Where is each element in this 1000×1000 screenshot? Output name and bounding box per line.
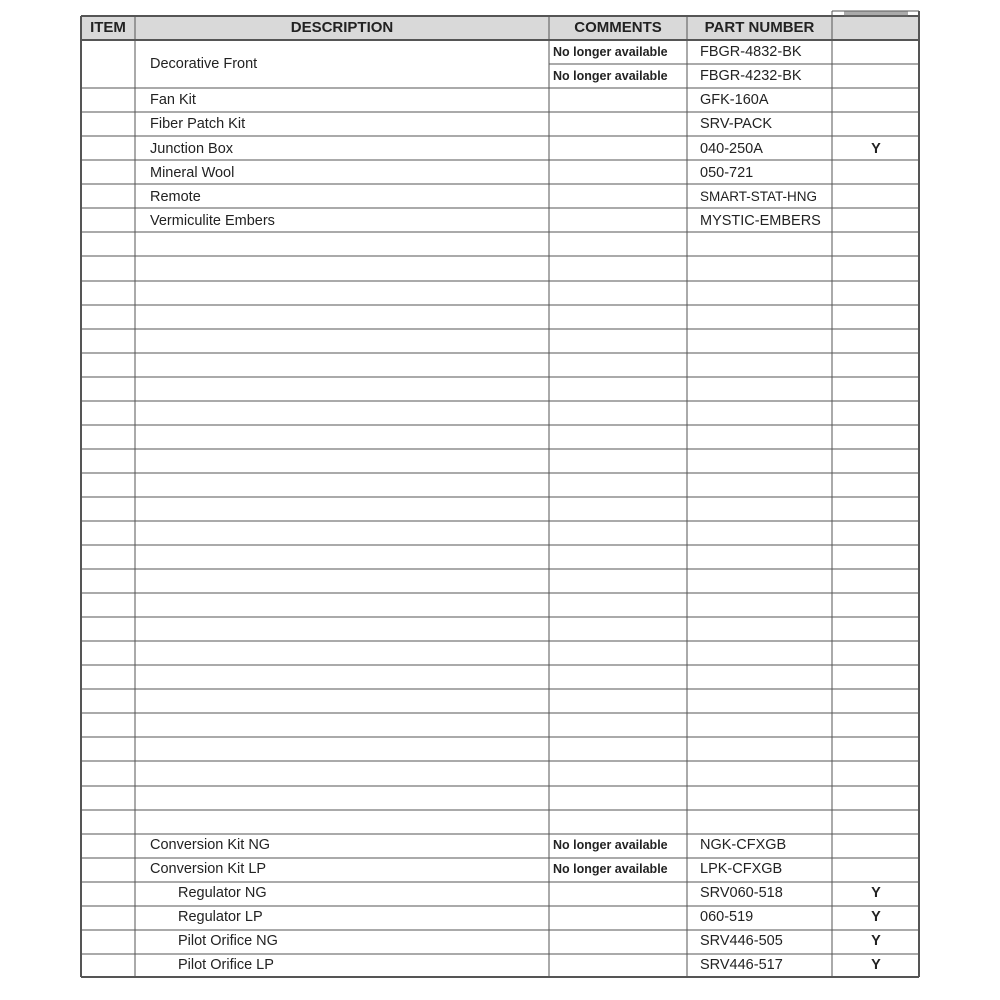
table-row-desc: Regulator NG: [178, 885, 267, 901]
table-row-comments: No longer available: [553, 838, 668, 852]
table-row-desc: Mineral Wool: [150, 165, 235, 181]
table-row-part-number: 050-721: [700, 165, 754, 181]
table-row-part-number: SMART-STAT-HNG: [700, 189, 818, 204]
table-row-desc: Junction Box: [150, 141, 234, 157]
table-row-part-number: LPK-CFXGB: [700, 861, 783, 877]
table-row-flag: Y: [871, 933, 881, 949]
table-row-desc: Fan Kit: [150, 92, 196, 108]
table-row-part-number: MYSTIC-EMBERS: [700, 213, 821, 229]
header-description: DESCRIPTION: [290, 19, 394, 36]
table-row-desc: Remote: [150, 189, 201, 205]
table-row-comments: No longer available: [553, 45, 668, 59]
table-row-desc: Pilot Orifice LP: [178, 957, 274, 973]
table-row-flag: Y: [871, 957, 881, 973]
header-part-number: PART NUMBER: [704, 19, 815, 36]
table-row-part-number: SRV446-517: [700, 957, 783, 973]
header-item: ITEM: [90, 19, 126, 36]
header-comments: COMMENTS: [574, 19, 662, 36]
table-row-part-number: FBGR-4832-BK: [700, 44, 802, 60]
table-row-desc: Pilot Orifice NG: [178, 933, 278, 949]
table-row-flag: Y: [871, 141, 881, 157]
table-row-desc: Fiber Patch Kit: [150, 116, 246, 132]
table-row-desc: Conversion Kit NG: [150, 837, 271, 853]
table-row-part-number: SRV446-505: [700, 933, 783, 949]
table-row-part-number: FBGR-4232-BK: [700, 68, 802, 84]
table-row-comments: No longer available: [553, 862, 668, 876]
table-row-part-number: 060-519: [700, 909, 754, 925]
header-last: [832, 16, 919, 40]
table-row-desc: Regulator LP: [178, 909, 263, 925]
table-row-part-number: GFK-160A: [700, 92, 769, 108]
table-row-part-number: SRV060-518: [700, 885, 783, 901]
table-row-part-number: 040-250A: [700, 141, 763, 157]
table-row-flag: Y: [871, 885, 881, 901]
table-row-part-number: SRV-PACK: [700, 116, 772, 132]
table-row-flag: Y: [871, 909, 881, 925]
table-row-desc: Decorative Front: [150, 56, 258, 72]
table-row-comments: No longer available: [553, 69, 668, 83]
table-row-desc: Conversion Kit LP: [150, 861, 267, 877]
table-row-desc: Vermiculite Embers: [150, 213, 275, 229]
table-row-part-number: NGK-CFXGB: [700, 837, 787, 853]
